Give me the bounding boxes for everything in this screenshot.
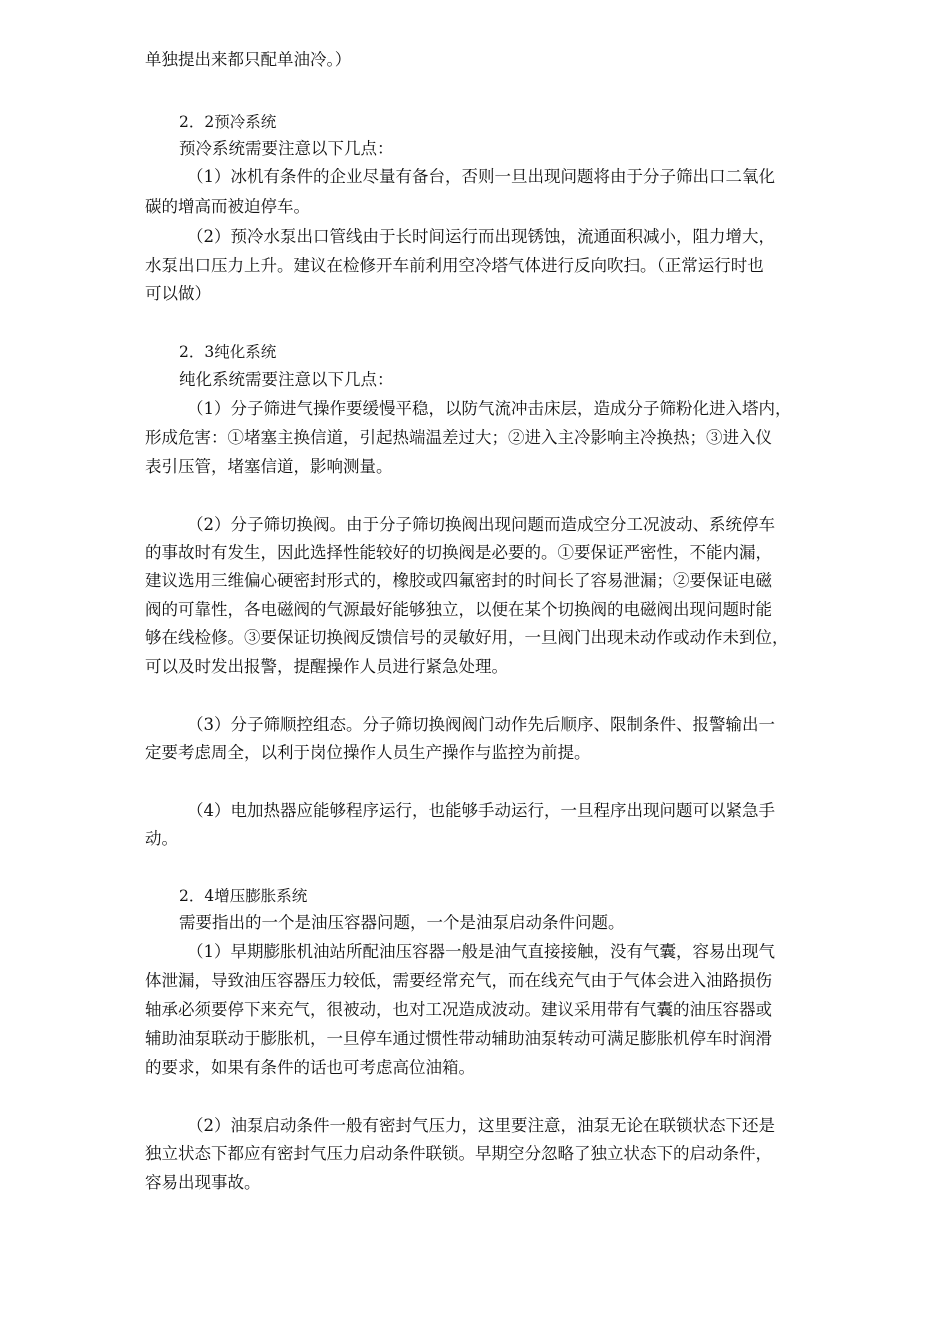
section-lead-2-3: 纯化系统需要注意以下几点： — [179, 370, 394, 389]
paragraph-line: （3）分子筛顺控组态。分子筛切换阀阀门动作先后顺序、限制条件、报警输出一 — [187, 715, 775, 734]
paragraph-line: （2）油泵启动条件一般有密封气压力，这里要注意，油泵无论在联锁状态下还是 — [187, 1116, 775, 1135]
section-lead-2-4: 需要指出的一个是油压容器问题，一个是油泵启动条件问题。 — [179, 913, 625, 932]
paragraph-line: （2）预冷水泵出口管线由于长时间运行而出现锈蚀，流通面积减小，阻力增大， — [187, 227, 775, 246]
paragraph-line: （1）早期膨胀机油站所配油压容器一般是油气直接接触，没有气囊，容易出现气 — [187, 942, 775, 961]
paragraph-line: 建议选用三维偏心硬密封形式的，橡胶或四氟密封的时间长了容易泄漏；②要保证电磁 — [145, 571, 772, 590]
paragraph-line: 轴承必须要停下来充气，很被动，也对工况造成波动。建议采用带有气囊的油压容器或 — [145, 1000, 772, 1019]
paragraph-line: （4）电加热器应能够程序运行，也能够手动运行，一旦程序出现问题可以紧急手 — [187, 801, 775, 820]
paragraph-line: 的事故时有发生，因此选择性能较好的切换阀是必要的。①要保证严密性，不能内漏， — [145, 543, 772, 562]
paragraph-line: 定要考虑周全，以利于岗位操作人员生产操作与监控为前提。 — [145, 743, 591, 762]
paragraph-line: 动。 — [145, 829, 178, 848]
section-lead-2-2: 预冷系统需要注意以下几点： — [179, 139, 394, 158]
paragraph-line: 碳的增高而被迫停车。 — [145, 197, 310, 216]
section-heading-2-4: 2．4增压膨胀系统 — [179, 887, 308, 905]
intro-tail-line: 单独提出来都只配单油冷。） — [145, 50, 352, 69]
paragraph-line: （2）分子筛切换阀。由于分子筛切换阀出现问题而造成空分工况波动、系统停车 — [187, 515, 775, 534]
paragraph-line: 容易出现事故。 — [145, 1173, 261, 1192]
paragraph-line: 表引压管，堵塞信道，影响测量。 — [145, 457, 393, 476]
paragraph-line: 可以及时发出报警，提醒操作人员进行紧急处理。 — [145, 657, 508, 676]
paragraph-line: （1）分子筛进气操作要缓慢平稳，以防气流冲击床层，造成分子筛粉化进入塔内， — [187, 399, 792, 418]
paragraph-line: 形成危害：①堵塞主换信道，引起热端温差过大；②进入主冷影响主冷换热；③进入仪 — [145, 428, 772, 447]
paragraph-line: 阀的可靠性，各电磁阀的气源最好能够独立，以便在某个切换阀的电磁阀出现问题时能 — [145, 600, 772, 619]
paragraph-line: 体泄漏，导致油压容器压力较低，需要经常充气，而在线充气由于气体会进入油路损伤 — [145, 971, 772, 990]
paragraph-line: 独立状态下都应有密封气压力启动条件联锁。早期空分忽略了独立状态下的启动条件， — [145, 1144, 772, 1163]
paragraph-line: 水泵出口压力上升。建议在检修开车前利用空冷塔气体进行反向吹扫。（正常运行时也 — [145, 256, 764, 275]
paragraph-line: 的要求，如果有条件的话也可考虑高位油箱。 — [145, 1058, 475, 1077]
section-heading-2-3: 2．3纯化系统 — [179, 343, 277, 361]
paragraph-line: 够在线检修。③要保证切换阀反馈信号的灵敏好用，一旦阀门出现未动作或动作未到位， — [145, 628, 789, 647]
paragraph-line: （1）冰机有条件的企业尽量有备台，否则一旦出现问题将由于分子筛出口二氧化 — [187, 167, 775, 186]
paragraph-line: 可以做） — [145, 284, 211, 303]
section-heading-2-2: 2．2预冷系统 — [179, 113, 277, 131]
paragraph-line: 辅助油泵联动于膨胀机，一旦停车通过惯性带动辅助油泵转动可满足膨胀机停车时润滑 — [145, 1029, 772, 1048]
